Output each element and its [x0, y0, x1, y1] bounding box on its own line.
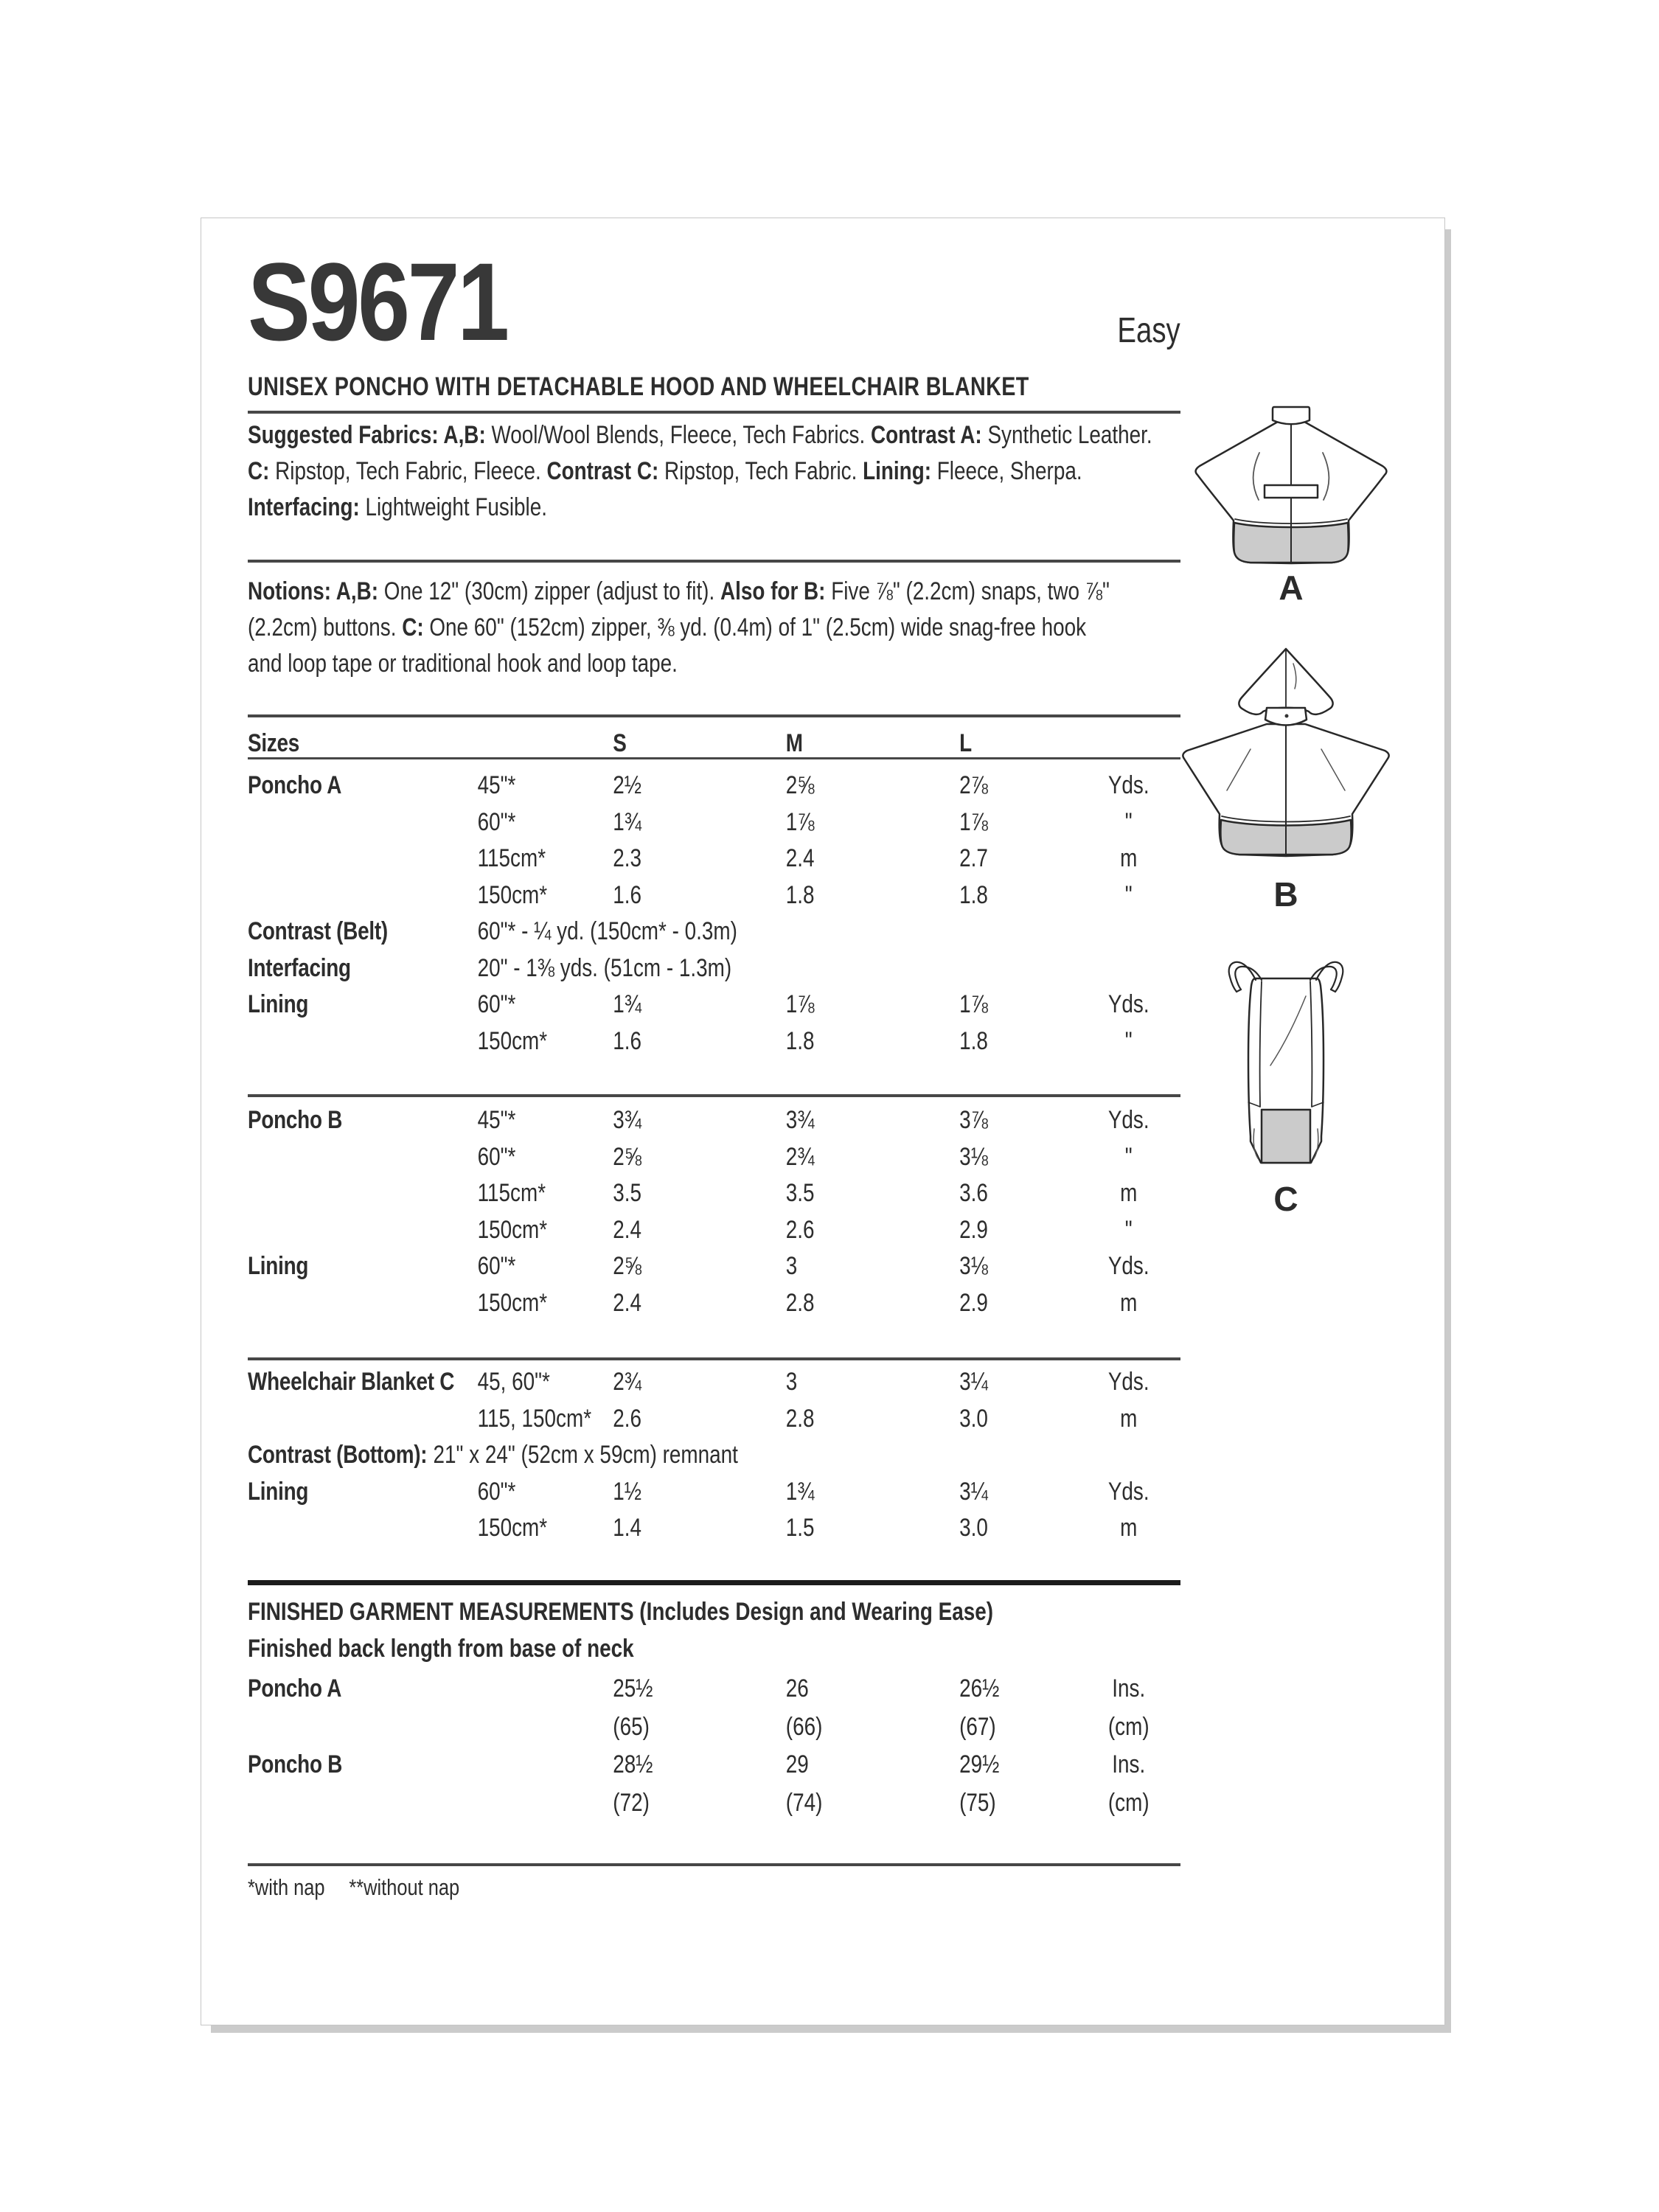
cell-u: " [1124, 1215, 1133, 1244]
cell-m: 2.6 [785, 1215, 815, 1244]
paragraph-bold-leadin: Suggested Fabrics: A,B: [248, 421, 492, 449]
cell-label: Contrast (Bottom): [248, 1441, 428, 1469]
table-row [248, 804, 1180, 841]
difficulty-row [248, 311, 1180, 351]
cell-m: 1.8 [785, 880, 815, 909]
cell-u: Yds. [1107, 1252, 1150, 1280]
paragraph-text: Ripstop, Tech Fabric, Fleece. [275, 457, 547, 485]
paragraph-text: Lightweight Fusible. [365, 493, 547, 521]
table-row [248, 1139, 1180, 1176]
column-header-sizes: Sizes [248, 729, 300, 757]
cell-w: 60"* [477, 990, 516, 1018]
cell-w: 150cm* [477, 880, 548, 909]
cell-l: (67) [959, 1712, 996, 1741]
table-row [248, 1023, 1180, 1060]
yardage-table-header [248, 726, 1180, 762]
cell-w: 60"* [477, 1252, 516, 1280]
cell-l: 3.0 [959, 1404, 988, 1433]
cell-l: 3.0 [959, 1514, 988, 1542]
cell-flow-text: 21" x 24" (52cm x 59cm) remnant [433, 1441, 738, 1469]
cell-l: 3⅛ [959, 1252, 988, 1280]
cell-m: (74) [785, 1788, 823, 1817]
pattern-number: S9671 [248, 240, 507, 364]
cell-s: 3¾ [613, 1106, 642, 1134]
table-row [248, 1364, 1180, 1401]
table-row [248, 1670, 1180, 1708]
pattern-envelope-back [201, 218, 1445, 2025]
cell-m: 1¾ [785, 1477, 815, 1506]
cell-l: 1⅞ [959, 990, 988, 1018]
paragraph-bold-leadin: Lining: [863, 457, 937, 485]
cell-u: m [1120, 1514, 1138, 1542]
table-row [248, 1784, 1180, 1823]
cell-u: m [1120, 1404, 1138, 1433]
cell-w: 150cm* [477, 1514, 548, 1542]
cell-u: Yds. [1107, 1477, 1150, 1506]
cell-u: " [1124, 1142, 1133, 1171]
cell-s: 1.6 [613, 1026, 642, 1055]
cell-u: Ins. [1112, 1674, 1146, 1703]
cell-s: 3.5 [613, 1179, 642, 1207]
cell-u: Yds. [1107, 771, 1150, 799]
table-top-rule [248, 714, 1180, 717]
cell-m: 3 [785, 1368, 798, 1396]
nap-footnote [248, 1874, 1180, 1902]
table-row [248, 877, 1180, 914]
cell-l: 3¼ [959, 1368, 988, 1396]
blanket-c-right-strap-end [1331, 990, 1335, 992]
cell-w: 45"* [477, 771, 516, 799]
cell-u: (cm) [1107, 1712, 1150, 1741]
table-row [248, 1510, 1180, 1547]
cell-u: Yds. [1107, 1106, 1150, 1134]
cell-m: 3 [785, 1252, 798, 1280]
cell-w: 115cm* [477, 1179, 546, 1207]
cell-m: 3.5 [785, 1179, 815, 1207]
cell-l: 1.8 [959, 880, 988, 909]
cell-s: 1½ [613, 1477, 642, 1506]
cell-label: Contrast (Belt) [248, 917, 388, 945]
cell-w: 60"* [477, 1142, 516, 1171]
poncho-b-collar-button [1285, 714, 1289, 718]
column-header-m: M [785, 729, 804, 757]
view-a-label: A [1279, 568, 1304, 607]
cell-label: Lining [248, 1477, 309, 1506]
table-row [248, 1708, 1180, 1747]
cell-s: 1.6 [613, 880, 642, 909]
finished-measurements-rows [248, 1670, 1180, 1822]
notions-paragraph [248, 574, 1180, 682]
cell-span: 20" - 1⅜ yds. (51cm - 1.3m) [477, 953, 732, 982]
cell-s: 2.6 [613, 1404, 642, 1433]
cell-l: 1⅞ [959, 807, 988, 836]
cell-s: (72) [613, 1788, 650, 1817]
cell-s: 2⅝ [613, 1252, 642, 1280]
paragraph-bold-leadin: Also for B: [720, 577, 832, 605]
cell-l: 2.7 [959, 844, 988, 872]
table-row [248, 768, 1180, 804]
finished-measurements-subheading: Finished back length from base of neck [248, 1635, 634, 1663]
paragraph-text: Wool/Wool Blends, Fleece, Tech Fabrics. [491, 421, 871, 449]
paragraph-bold-leadin: Notions: A,B: [248, 577, 384, 605]
cell-label: Wheelchair Blanket C [248, 1368, 455, 1396]
paragraph-bold-leadin: Contrast A: [870, 421, 988, 449]
cell-u: m [1120, 844, 1138, 872]
cell-w: 45, 60"* [477, 1368, 550, 1396]
cell-m: 1⅞ [785, 990, 815, 1018]
yardage-section-wheelchair-blanket [248, 1364, 1180, 1547]
cell-span: 60"* - ¼ yd. (150cm* - 0.3m) [477, 917, 737, 945]
cell-m: 1⅞ [785, 807, 815, 836]
cell-s: 1.4 [613, 1514, 642, 1542]
cell-u: Ins. [1112, 1750, 1146, 1778]
table-header-rule [248, 757, 1180, 759]
garment-title: UNISEX PONCHO WITH DETACHABLE HOOD AND WHEELCHAIR BLANKET [248, 372, 1029, 401]
yardage-section-poncho-a [248, 768, 1180, 1060]
cell-s: 2½ [613, 771, 642, 799]
table-row [248, 1437, 1180, 1474]
cell-w: 150cm* [477, 1026, 548, 1055]
cell-u: (cm) [1107, 1788, 1150, 1817]
without-nap-note: **without nap [349, 1874, 460, 1900]
cell-s: 1¾ [613, 990, 642, 1018]
cell-m: 1.8 [785, 1026, 815, 1055]
cell-l: 3.6 [959, 1179, 988, 1207]
cell-u: m [1120, 1288, 1138, 1317]
table-row [248, 1746, 1180, 1784]
blanket-c-line-drawing [1223, 953, 1349, 1167]
cell-s: 28½ [613, 1750, 653, 1778]
cell-w: 150cm* [477, 1288, 548, 1317]
footnote-rule [248, 1863, 1180, 1866]
cell-label: Lining [248, 990, 309, 1018]
table-row [248, 1175, 1180, 1212]
cell-s: 2.4 [613, 1215, 642, 1244]
paragraph-text: and loop tape or traditional hook and loop tape. [248, 650, 678, 678]
cell-s: 2.4 [613, 1288, 642, 1317]
poncho-b-line-drawing [1175, 644, 1397, 866]
cell-label: Poncho A [248, 1674, 342, 1703]
cell-l: 1.8 [959, 1026, 988, 1055]
cell-l: 29½ [959, 1750, 1000, 1778]
column-header-s: S [613, 729, 627, 757]
cell-m: 26 [785, 1674, 809, 1703]
poncho-a-belt [1265, 485, 1318, 498]
table-row [248, 1248, 1180, 1285]
cell-label: Poncho B [248, 1750, 343, 1778]
divider-rule [248, 411, 1180, 414]
cell-l: 3⅞ [959, 1106, 988, 1134]
cell-l: 2.9 [959, 1288, 988, 1317]
cell-l: 26½ [959, 1674, 1000, 1703]
blanket-c-left-strap-end [1237, 990, 1241, 992]
cell-m: 3¾ [785, 1106, 815, 1134]
cell-w: 115, 150cm* [477, 1404, 592, 1433]
view-a-figure [1188, 403, 1394, 606]
paragraph-bold-leadin: C: [402, 613, 430, 641]
blanket-c-contrast-panel [1262, 1110, 1310, 1163]
cell-label: Lining [248, 1252, 309, 1280]
paragraph-text: Ripstop, Tech Fabric. [664, 457, 863, 485]
view-c-label: C [1273, 1180, 1298, 1218]
table-row [248, 987, 1180, 1023]
paragraph-bold-leadin: C: [248, 457, 276, 485]
paragraph-text: Five ⅞" (2.2cm) snaps, two ⅞" [831, 577, 1110, 605]
table-row [248, 841, 1180, 877]
table-row [248, 1102, 1180, 1139]
divider-rule [248, 560, 1180, 563]
cell-l: (75) [959, 1788, 996, 1817]
cell-s: 1¾ [613, 807, 642, 836]
cell-u: m [1120, 1179, 1138, 1207]
cell-u: " [1124, 880, 1133, 909]
table-row [248, 950, 1180, 987]
cell-m: (66) [785, 1712, 823, 1741]
paragraph-text: Fleece, Sherpa. [936, 457, 1082, 485]
cell-s: 25½ [613, 1674, 653, 1703]
finished-measurements-heading: FINISHED GARMENT MEASUREMENTS (Includes Design and Wearing Ease) [248, 1598, 994, 1626]
poncho-a-line-drawing [1188, 403, 1394, 565]
cell-l: 2.9 [959, 1215, 988, 1244]
cell-u: Yds. [1107, 1368, 1150, 1396]
view-c-figure [1223, 953, 1349, 1217]
cell-m: 1.5 [785, 1514, 815, 1542]
cell-l: 3¼ [959, 1477, 988, 1506]
cell-s: 2⅝ [613, 1142, 642, 1171]
column-header-l: L [959, 729, 973, 757]
cell-s: 2¾ [613, 1368, 642, 1396]
cell-u: Yds. [1107, 990, 1150, 1018]
cell-w: 45"* [477, 1106, 516, 1134]
paragraph-text: One 12" (30cm) zipper (adjust to fit). [383, 577, 720, 605]
cell-m: 2.4 [785, 844, 815, 872]
section-divider-rule [248, 1357, 1180, 1360]
table-row [248, 1212, 1180, 1249]
cell-w: 60"* [477, 1477, 516, 1506]
poncho-a-collar [1273, 407, 1310, 424]
paragraph-text: (2.2cm) buttons. [248, 613, 403, 641]
paragraph-text: One 60" (152cm) zipper, ⅜ yd. (0.4m) of 1" (2.5cm) wide snag-free hook [429, 613, 1087, 641]
paragraph-text: Synthetic Leather. [987, 421, 1152, 449]
table-row [248, 1285, 1180, 1322]
thick-divider-rule [248, 1580, 1180, 1585]
cell-w: 60"* [477, 807, 516, 836]
cell-s: 2.3 [613, 844, 642, 872]
cell-label: Poncho B [248, 1106, 343, 1134]
yardage-section-poncho-b [248, 1102, 1180, 1321]
cell-m: 2.8 [785, 1404, 815, 1433]
cell-l: 2⅞ [959, 771, 988, 799]
cell-m: 2.8 [785, 1288, 815, 1317]
cell-u: " [1124, 1026, 1133, 1055]
cell-m: 29 [785, 1750, 809, 1778]
cell-w: 150cm* [477, 1215, 548, 1244]
cell-label: Poncho A [248, 771, 342, 799]
cell-s: (65) [613, 1712, 650, 1741]
table-row [248, 1474, 1180, 1511]
view-b-label: B [1273, 875, 1298, 914]
cell-u: " [1124, 807, 1133, 836]
paragraph-bold-leadin: Interfacing: [248, 493, 366, 521]
cell-l: 3⅛ [959, 1142, 988, 1171]
difficulty-label: Easy [1117, 311, 1180, 350]
cell-w: 115cm* [477, 844, 546, 872]
cell-m: 2⅝ [785, 771, 815, 799]
paragraph-bold-leadin: Contrast C: [546, 457, 664, 485]
cell-label: Interfacing [248, 953, 351, 982]
cell-m: 2¾ [785, 1142, 815, 1171]
view-b-figure [1175, 644, 1397, 913]
with-nap-note: *with nap [248, 1874, 325, 1900]
table-row [248, 1401, 1180, 1438]
section-divider-rule [248, 1094, 1180, 1097]
suggested-fabrics-paragraph [248, 417, 1180, 526]
table-row [248, 914, 1180, 950]
